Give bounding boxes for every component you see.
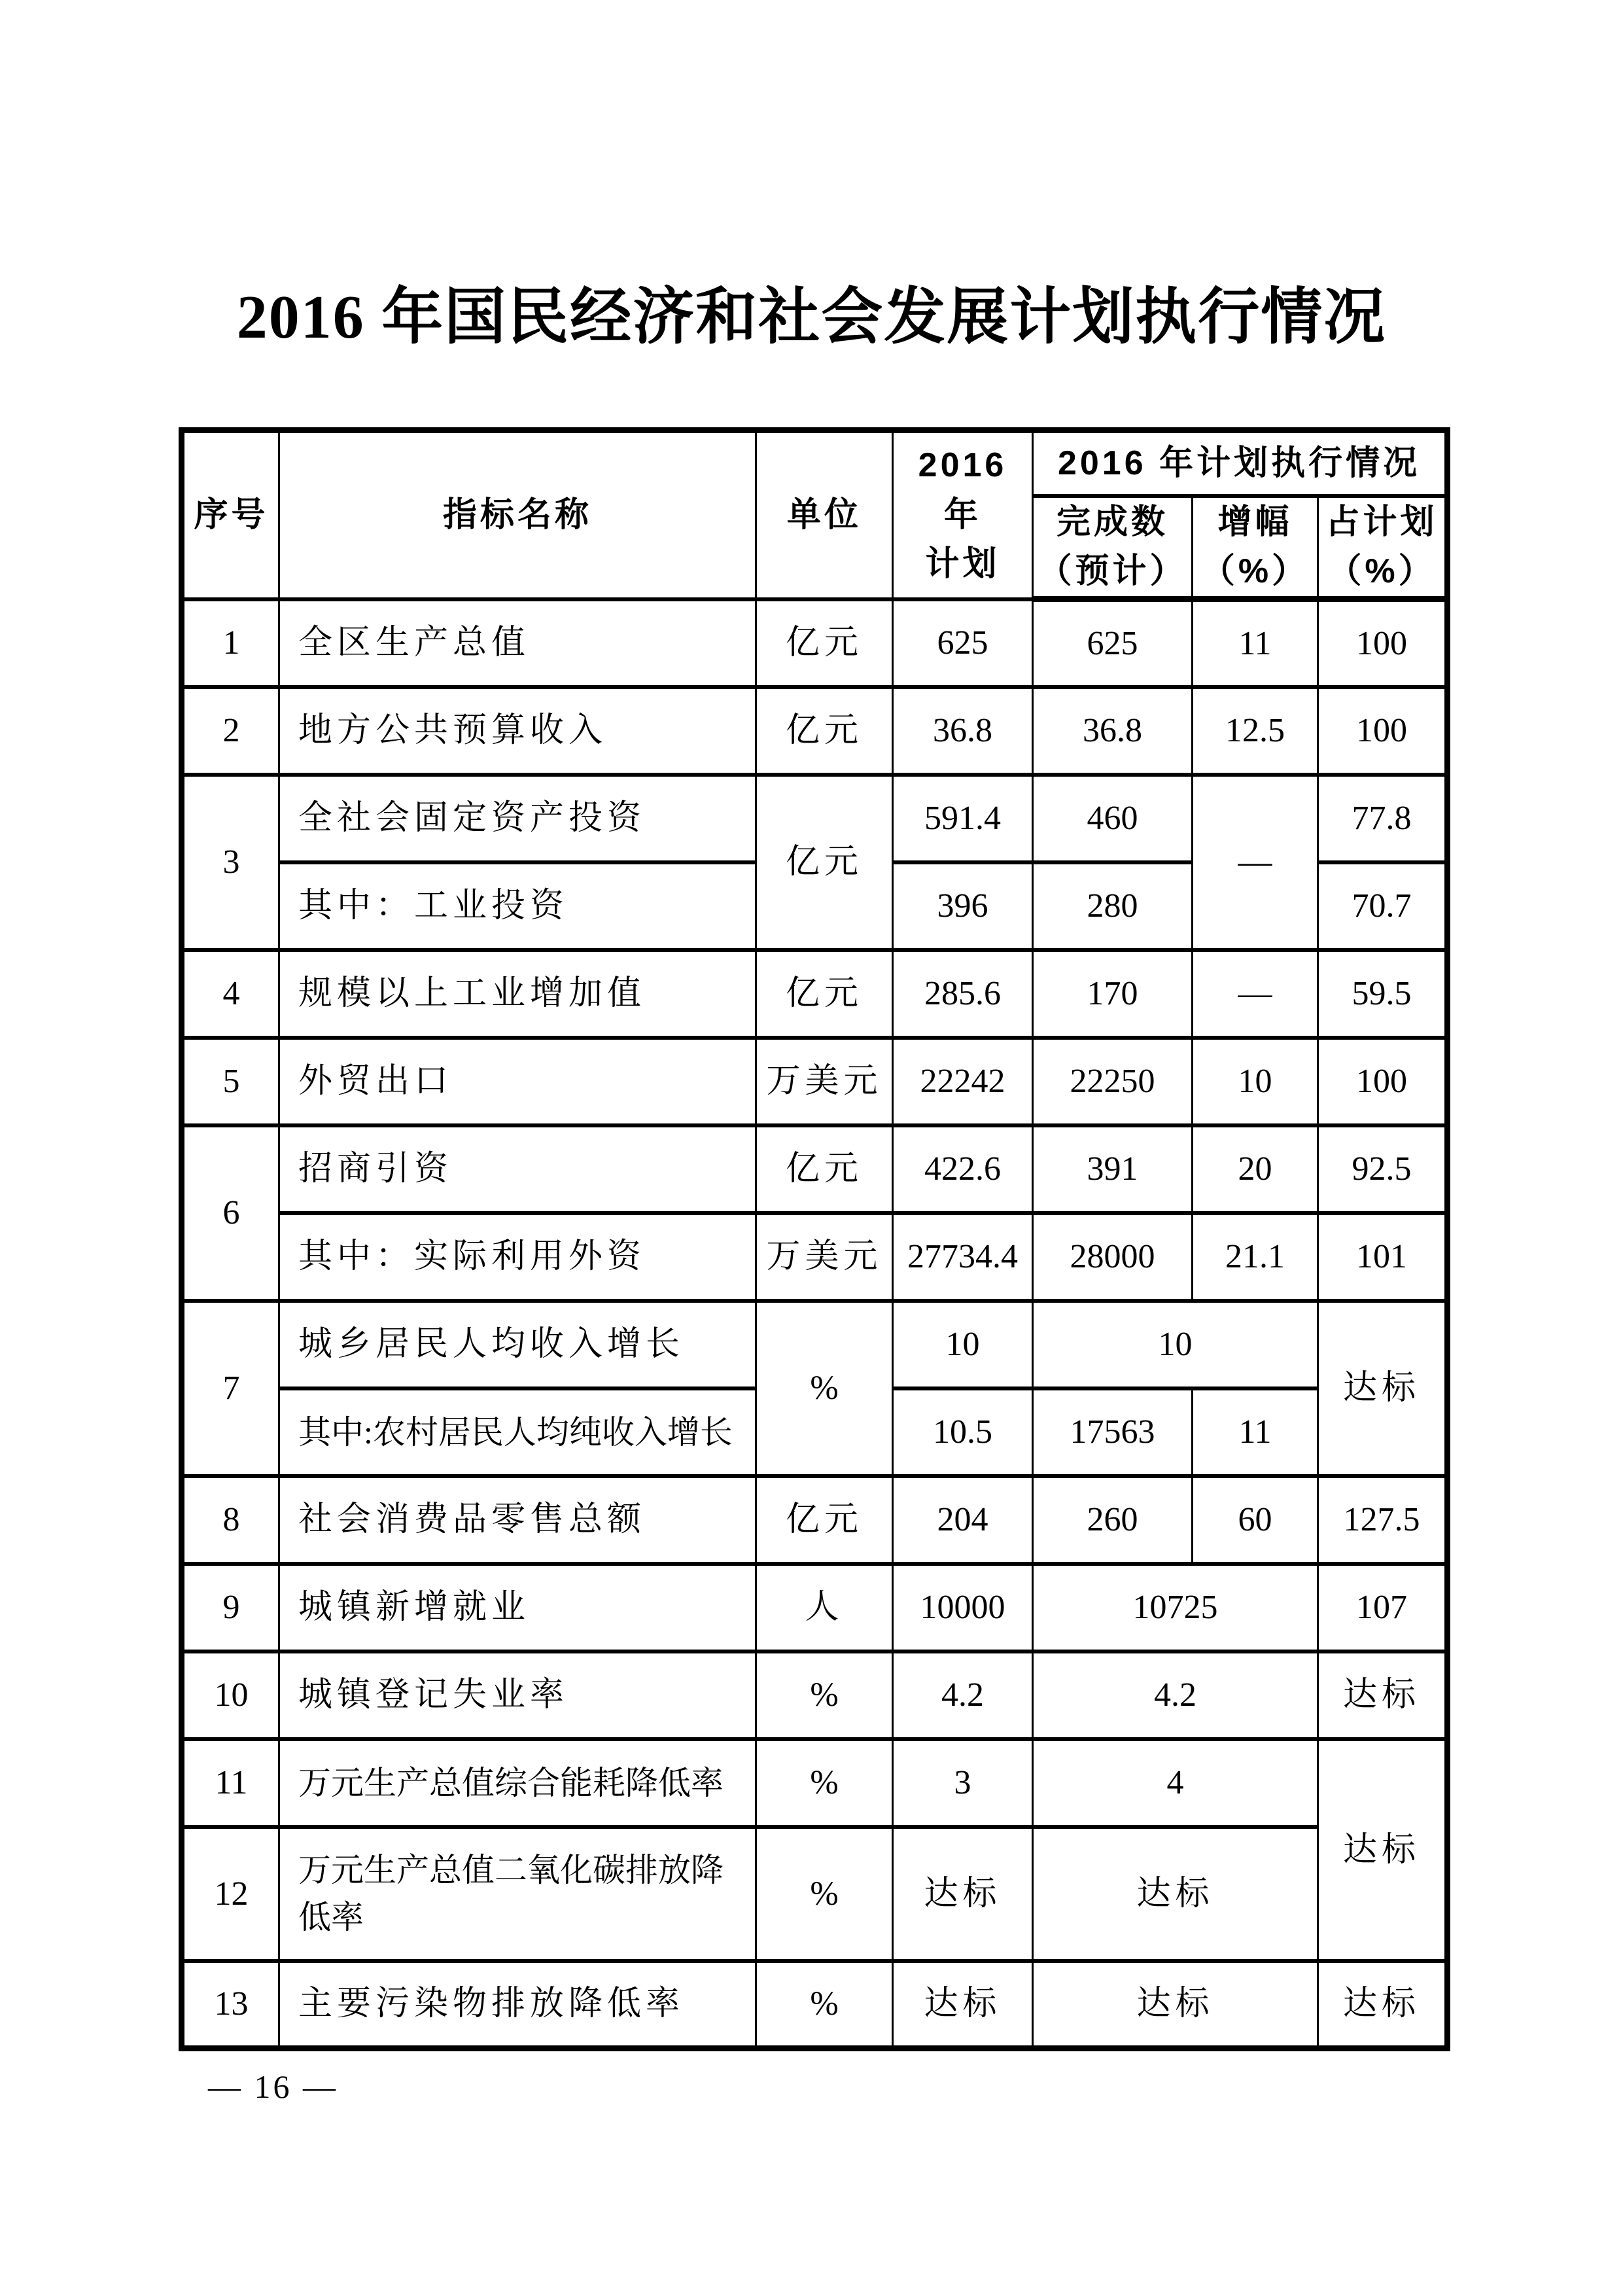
header-unit: 单位: [756, 431, 893, 599]
completed-cell: 391: [1033, 1125, 1193, 1213]
header-completed-line2: （预计）: [1038, 552, 1187, 590]
completed-cell: 280: [1033, 862, 1193, 950]
table-row-13: [182, 1961, 1448, 2049]
table-row-1: [182, 599, 1448, 687]
plan-cell: 625: [893, 599, 1033, 687]
page-number: — 16 —: [208, 2068, 338, 2105]
indicator-cell: 万元生产总值二氧化碳排放降低率: [279, 1827, 756, 1961]
indicator-cell: 城镇新增就业: [279, 1564, 756, 1651]
unit-cell: %: [756, 1827, 893, 1961]
growth-cell: —: [1193, 775, 1318, 950]
completed-growth-merged-cell: 4: [1033, 1739, 1318, 1827]
header-pct: [1318, 496, 1448, 599]
serial-cell: 6: [182, 1125, 279, 1301]
indicator-cell: 全社会固定资产投资: [279, 775, 756, 862]
plan-cell: 达标: [893, 1827, 1033, 1961]
table-row-6b: [182, 1213, 1448, 1301]
header-growth-line1: 增幅: [1217, 503, 1293, 541]
plan-cell: 204: [893, 1476, 1033, 1564]
plan-cell: 10.5: [893, 1388, 1033, 1476]
unit-cell: 亿元: [756, 950, 893, 1038]
completed-cell: 260: [1033, 1476, 1193, 1564]
completed-growth-merged-cell: 达标: [1033, 1827, 1318, 1961]
table-row-12: [182, 1827, 1448, 1961]
indicator-cell: 地方公共预算收入: [279, 687, 756, 775]
pct-cell: 达标: [1318, 1739, 1448, 1961]
pct-cell: 70.7: [1318, 862, 1448, 950]
indicator-cell: 其中:农村居民人均纯收入增长: [279, 1388, 756, 1476]
plan-cell: 27734.4: [893, 1213, 1033, 1301]
unit-cell: %: [756, 1301, 893, 1476]
table-row-2: [182, 687, 1448, 775]
completed-cell: 170: [1033, 950, 1193, 1038]
header-plan: [893, 431, 1033, 599]
serial-cell: 5: [182, 1038, 279, 1125]
header-plan-line2: 计划: [925, 545, 1000, 584]
unit-cell: 万美元: [756, 1038, 893, 1125]
serial-cell: 8: [182, 1476, 279, 1564]
serial-cell: 11: [182, 1739, 279, 1827]
completed-cell: 28000: [1033, 1213, 1193, 1301]
unit-cell: 人: [756, 1564, 893, 1651]
table-row-4: [182, 950, 1448, 1038]
page-title: 2016 年国民经济和社会发展计划执行情况: [236, 283, 1387, 351]
growth-cell: 11: [1193, 599, 1318, 687]
growth-cell: 60: [1193, 1476, 1318, 1564]
header-growth-line2: （%）: [1200, 552, 1310, 590]
header-completed-line1: 完成数: [1056, 503, 1168, 541]
serial-cell: 1: [182, 599, 279, 687]
indicator-cell: 主要污染物排放降低率: [279, 1961, 756, 2049]
plan-cell: 10: [893, 1301, 1033, 1388]
header-indicator: 指标名称: [279, 431, 756, 599]
header-completed: [1033, 496, 1193, 599]
pct-cell: 92.5: [1318, 1125, 1448, 1213]
pct-cell: 100: [1318, 599, 1448, 687]
indicator-cell: 城镇登记失业率: [279, 1651, 756, 1739]
plan-cell: 36.8: [893, 687, 1033, 775]
table-row-9: [182, 1564, 1448, 1651]
table-row-5: [182, 1038, 1448, 1125]
completed-cell: 36.8: [1033, 687, 1193, 775]
serial-cell: 12: [182, 1827, 279, 1961]
completed-growth-merged-cell: 10725: [1033, 1564, 1318, 1651]
table-row-10: [182, 1651, 1448, 1739]
completed-growth-merged-cell: 4.2: [1033, 1651, 1318, 1739]
completed-growth-merged-cell: 达标: [1033, 1961, 1318, 2049]
indicator-cell: 城乡居民人均收入增长: [279, 1301, 756, 1388]
table-row-8: [182, 1476, 1448, 1564]
indicator-cell: 万元生产总值综合能耗降低率: [279, 1739, 756, 1827]
serial-cell: 7: [182, 1301, 279, 1476]
plan-cell: 3: [893, 1739, 1033, 1827]
pct-cell: 77.8: [1318, 775, 1448, 862]
indicator-cell: 其中：实际利用外资: [279, 1213, 756, 1301]
growth-cell: 12.5: [1193, 687, 1318, 775]
plan-cell: 4.2: [893, 1651, 1033, 1739]
completed-cell: 17563: [1033, 1388, 1193, 1476]
pct-cell: 101: [1318, 1213, 1448, 1301]
pct-cell: 达标: [1318, 1651, 1448, 1739]
indicator-cell: 全区生产总值: [279, 599, 756, 687]
plan-cell: 285.6: [893, 950, 1033, 1038]
indicator-cell: 社会消费品零售总额: [279, 1476, 756, 1564]
header-row-top: [182, 431, 1448, 496]
header-pct-line1: 占计划: [1325, 503, 1438, 541]
table-row-6a: [182, 1125, 1448, 1213]
header-growth: [1193, 496, 1318, 599]
plan-cell: 22242: [893, 1038, 1033, 1125]
indicator-cell: 外贸出口: [279, 1038, 756, 1125]
plan-cell: 达标: [893, 1961, 1033, 2049]
pct-cell: 107: [1318, 1564, 1448, 1651]
indicator-cell: 规模以上工业增加值: [279, 950, 756, 1038]
table-row-11: [182, 1739, 1448, 1827]
pct-cell: 100: [1318, 687, 1448, 775]
indicator-cell: 招商引资: [279, 1125, 756, 1213]
unit-cell: 亿元: [756, 687, 893, 775]
unit-cell: %: [756, 1651, 893, 1739]
pct-cell: 127.5: [1318, 1476, 1448, 1564]
plan-cell: 591.4: [893, 775, 1033, 862]
completed-cell: 460: [1033, 775, 1193, 862]
serial-cell: 13: [182, 1961, 279, 2049]
header-pct-line2: （%）: [1327, 552, 1436, 590]
unit-cell: 亿元: [756, 775, 893, 950]
header-serial: 序号: [182, 431, 279, 599]
serial-cell: 3: [182, 775, 279, 950]
pct-cell: 100: [1318, 1038, 1448, 1125]
growth-cell: —: [1193, 950, 1318, 1038]
header-execution-span: 2016 年计划执行情况: [1033, 431, 1448, 496]
completed-cell: 22250: [1033, 1038, 1193, 1125]
growth-cell: 11: [1193, 1388, 1318, 1476]
growth-cell: 10: [1193, 1038, 1318, 1125]
growth-cell: 21.1: [1193, 1213, 1318, 1301]
plan-cell: 10000: [893, 1564, 1033, 1651]
pct-cell: 达标: [1318, 1961, 1448, 2049]
serial-cell: 2: [182, 687, 279, 775]
unit-cell: %: [756, 1961, 893, 2049]
serial-cell: 9: [182, 1564, 279, 1651]
unit-cell: 亿元: [756, 1476, 893, 1564]
unit-cell: 亿元: [756, 1125, 893, 1213]
unit-cell: 万美元: [756, 1213, 893, 1301]
serial-cell: 4: [182, 950, 279, 1038]
header-plan-line1: 2016 年: [918, 446, 1007, 534]
plan-execution-table: [179, 427, 1450, 2051]
table-row-7a: [182, 1301, 1448, 1388]
completed-growth-merged-cell: 10: [1033, 1301, 1318, 1388]
table-row-3a: [182, 775, 1448, 862]
serial-cell: 10: [182, 1651, 279, 1739]
plan-cell: 422.6: [893, 1125, 1033, 1213]
unit-cell: 亿元: [756, 599, 893, 687]
pct-cell: 59.5: [1318, 950, 1448, 1038]
indicator-cell: 其中：工业投资: [279, 862, 756, 950]
growth-cell: 20: [1193, 1125, 1318, 1213]
pct-cell: 达标: [1318, 1301, 1448, 1476]
plan-cell: 396: [893, 862, 1033, 950]
unit-cell: %: [756, 1739, 893, 1827]
completed-cell: 625: [1033, 599, 1193, 687]
